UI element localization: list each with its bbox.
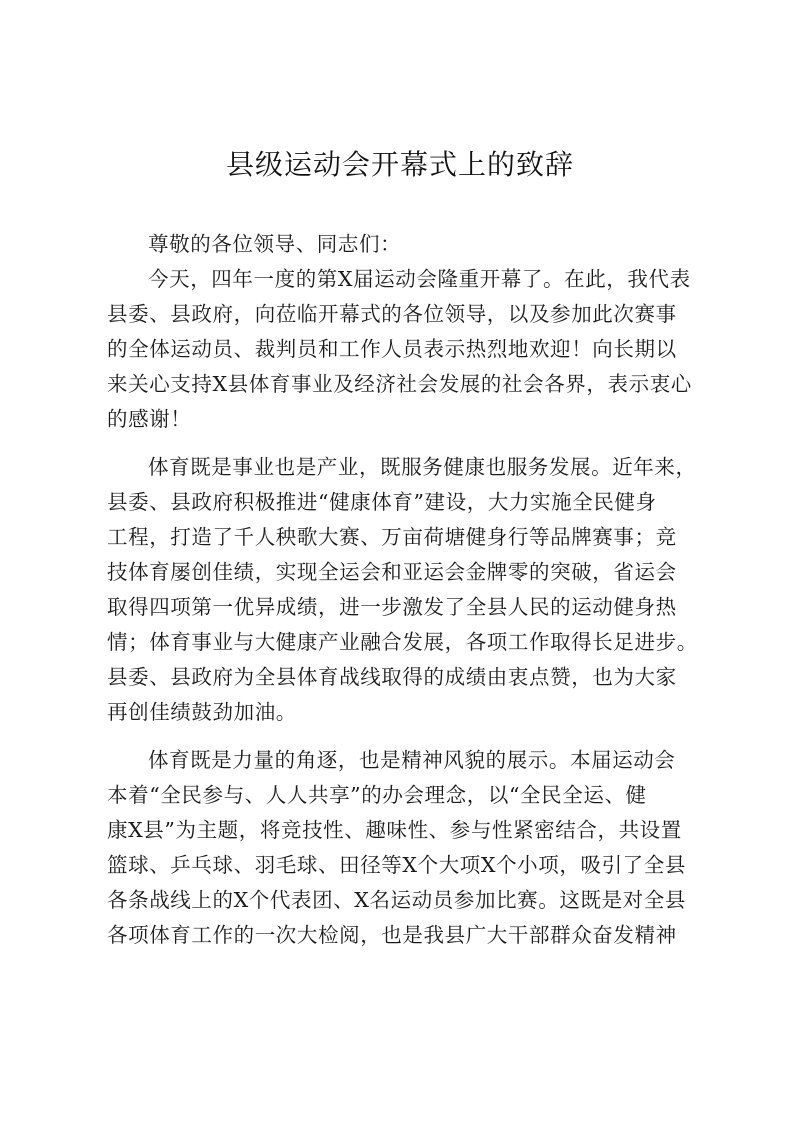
paragraph-1-line-1: 今天，四年一度的第X届运动会隆重开幕了。在此，我代表 (148, 267, 691, 291)
paragraph-2-line-2: 县委、县政府积极推进“健康体育”建设，大力实施全民健身 (107, 490, 657, 514)
paragraph-2-line-8: 再创佳绩鼓劲加油。 (107, 700, 297, 724)
paragraph-2-line-1: 体育既是事业也是产业，既服务健康也服务发展。近年来， (148, 455, 697, 479)
paragraph-1-line-4: 来关心支持X县体育事业及经济社会发展的社会各界，表示衷心 (107, 372, 692, 396)
paragraph-1-line-2: 县委、县政府，向莅临开幕式的各位领导，以及参加此次赛事 (107, 302, 677, 326)
salutation: 尊敬的各位领导、同志们： (148, 232, 402, 256)
paragraph-3-line-2: 本着“全民参与、人人共享”的办会理念，以“全民全运、健 (107, 783, 647, 807)
paragraph-2-line-5: 取得四项第一优异成绩，进一步激发了全县人民的运动健身热 (107, 595, 677, 619)
paragraph-2-line-4: 技体育屡创佳绩，实现全运会和亚运会金牌零的突破，省运会 (107, 560, 677, 584)
paragraph-3-line-6: 各项体育工作的一次大检阅，也是我县广大干部群众奋发精神 (107, 923, 677, 947)
document-title: 县级运动会开幕式上的致辞 (225, 148, 574, 181)
paragraph-1-line-3: 的全体运动员、裁判员和工作人员表示热烈地欢迎！向长期以 (107, 337, 677, 361)
paragraph-2-line-6: 情；体育事业与大健康产业融合发展，各项工作取得长足进步。 (107, 630, 698, 654)
paragraph-3-line-5: 各条战线上的X个代表团、X名运动员参加比赛。这既是对全县 (107, 888, 686, 912)
paragraph-3-line-3: 康X县”为主题，将竞技性、趣味性、参与性紧密结合，共设置 (107, 818, 682, 842)
paragraph-2-line-7: 县委、县政府为全县体育战线取得的成绩由衷点赞，也为大家 (107, 665, 677, 689)
paragraph-1-line-5: 的感谢！ (107, 407, 192, 431)
paragraph-3-line-1: 体育既是力量的角逐，也是精神风貌的展示。本届运动会 (148, 748, 676, 772)
paragraph-2-line-3: 工程，打造了千人秧歌大赛、万亩荷塘健身行等品牌赛事；竞 (107, 525, 677, 549)
paragraph-3-line-4: 篮球、乒乓球、羽毛球、田径等X个大项X个小项，吸引了全县 (107, 853, 686, 877)
